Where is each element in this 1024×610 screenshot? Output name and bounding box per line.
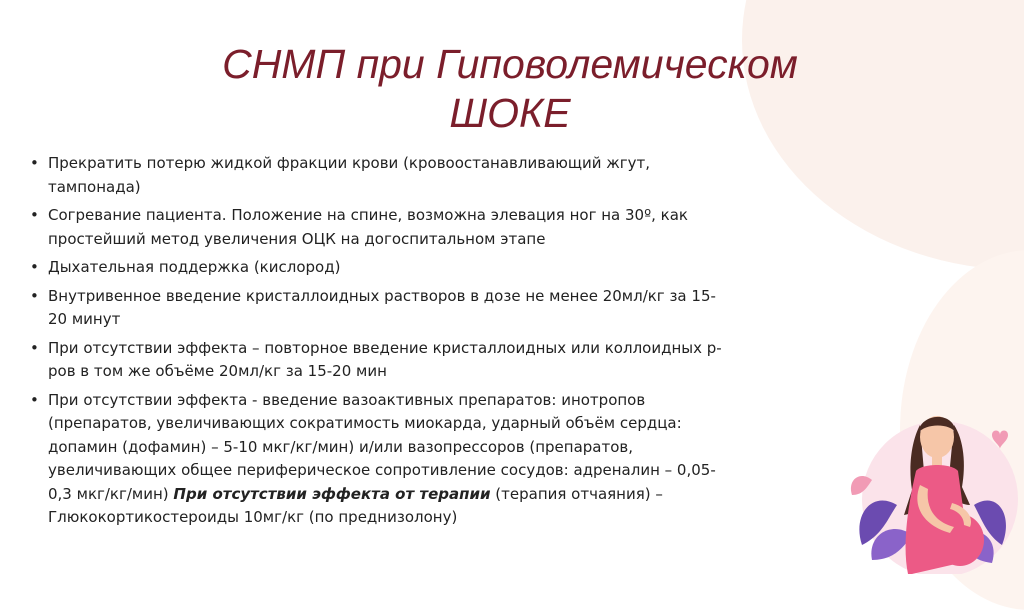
title-line-2: ШОКЕ bbox=[449, 90, 571, 136]
slide-title bbox=[180, 40, 840, 138]
list-item bbox=[30, 152, 730, 199]
pregnant-woman-illustration bbox=[842, 395, 1024, 574]
list-item bbox=[30, 285, 730, 332]
list-item-text: Дыхательная поддержка (кислород) bbox=[48, 258, 341, 276]
title-line-1: СНМП при Гиповолемическом bbox=[222, 41, 798, 87]
list-item-text-end: (терапия отчаяния) – Глюкокортикостероиды 10мг/кг (по преднизолону) bbox=[48, 484, 663, 526]
bullet-icon: • bbox=[30, 286, 39, 305]
bullet-icon: • bbox=[30, 206, 39, 224]
list-item-text: При отсутствии эффекта – повторное введение кристаллоидных или коллоидных р-ров в том же объёме 20мл/кг за 15-20 мин bbox=[48, 338, 722, 380]
list-item bbox=[30, 204, 730, 251]
list-item bbox=[30, 337, 730, 384]
list-item-text-start: При отсутствии эффекта - введение вазоактивных препаратов: инотропов (препаратов, увеличивающих сократимость миокарда, ударный объём сердца: допамин (дофамин) – 5-10 мкг/кг/мин) и/или вазопрессоров (препаратов, увеличивающих общее периферическое сопротивление сосудов: адреналин – 0,05-0,3 мкг/кг/мин) bbox=[48, 390, 716, 503]
bullet-icon: • bbox=[30, 338, 39, 357]
bullet-list bbox=[30, 152, 730, 535]
list-item bbox=[30, 256, 730, 280]
list-item-text: Внутривенное введение кристаллоидных растворов в дозе не менее 20мл/кг за 15-20 минут bbox=[48, 286, 716, 328]
list-item-text: Прекратить потерю жидкой фракции крови (кровоостанавливающий жгут, тампонада) bbox=[48, 154, 651, 196]
bullet-icon: • bbox=[30, 258, 39, 276]
bullet-icon: • bbox=[30, 154, 39, 172]
list-item-text: Согревание пациента. Положение на спине, возможна элевация ног на 30º, как простейший метод увеличения ОЦК на догоспитальном этапе bbox=[48, 206, 688, 248]
list-item bbox=[30, 389, 730, 530]
bullet-icon: • bbox=[30, 390, 39, 409]
list-item-text-emphasis: При отсутствии эффекта от терапии bbox=[173, 484, 491, 503]
